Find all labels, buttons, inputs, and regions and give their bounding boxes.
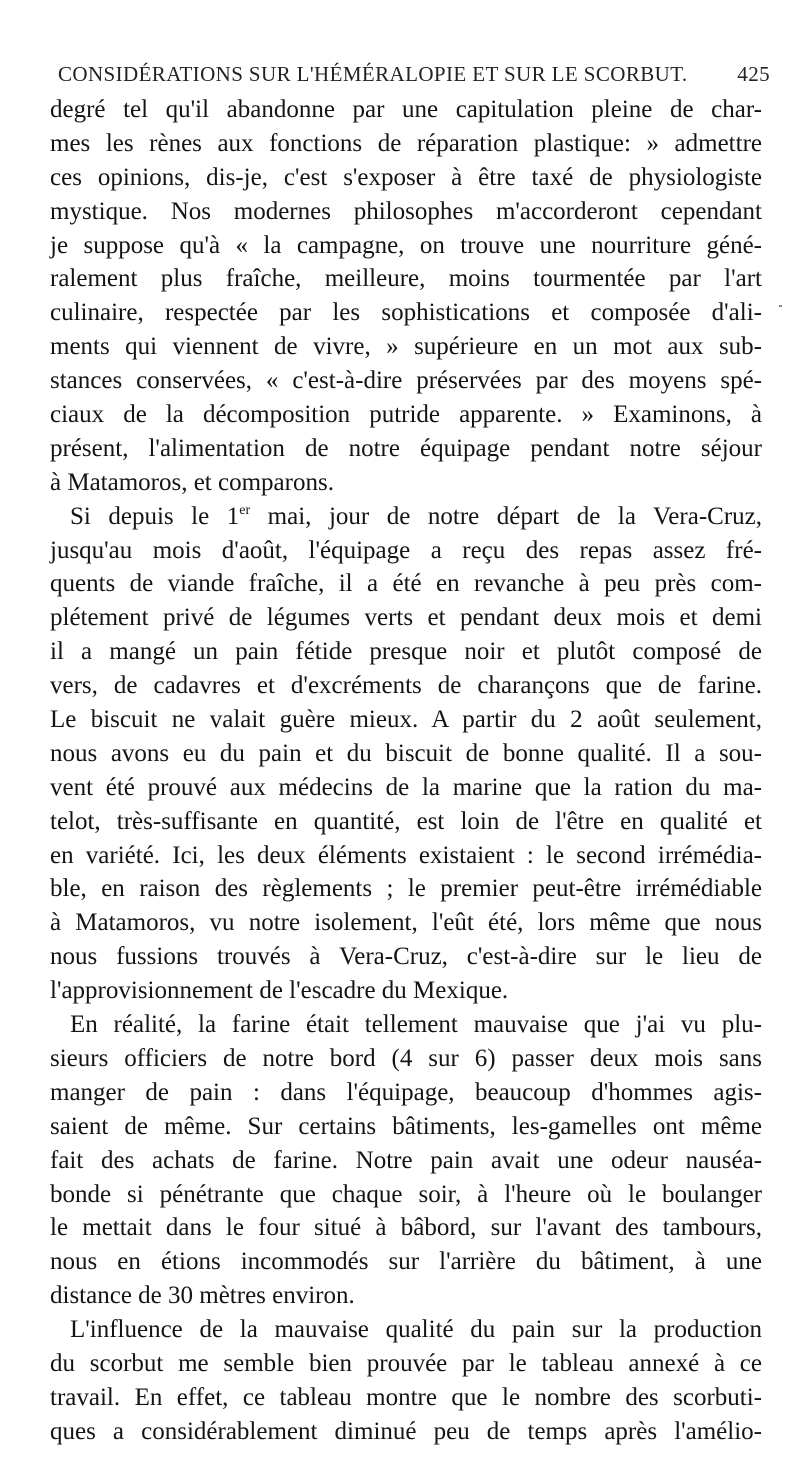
- text-line: présent, l'alimentation de notre équipage pendant notre séjour: [50, 434, 762, 462]
- text-line: quents de viande fraîche, il a été en revanche à peu près com-: [50, 570, 762, 598]
- text-line: l'approvisionnement de l'escadre du Mexique.: [50, 977, 509, 1005]
- text-line: travail. En effet, ce tableau montre que le nombre des scorbuti-: [50, 1383, 762, 1411]
- text-line: nous en étions incommodés sur l'arrière du bâtiment, à une: [50, 1248, 762, 1276]
- text-line: bonde si pénétrante que chaque soir, à l'heure où le boulanger: [50, 1180, 762, 1208]
- text-line: ciaux de la décomposition putride apparente. » Examinons, à: [50, 401, 762, 429]
- text-line: ques a considérablement diminué peu de temps après l'amélio-: [50, 1417, 762, 1445]
- text-fragment: Si depuis le 1: [70, 502, 240, 530]
- text-line: sieurs officiers de notre bord (4 sur 6) passer deux mois sans: [50, 1044, 762, 1072]
- text-line: ces opinions, dis-je, c'est s'exposer à être taxé de physiologiste: [50, 163, 762, 191]
- text-line: telot, très-suffisante en quantité, est loin de l'être en qualité et: [50, 807, 762, 835]
- text-line: ralement plus fraîche, meilleure, moins tourmentée par l'art: [50, 265, 762, 293]
- text-line: [50, 500, 762, 534]
- text-line: à Matamoros, vu notre isolement, l'eût été, lors même que nous: [50, 909, 762, 937]
- text-line: jusqu'au mois d'août, l'équipage a reçu des repas assez fré-: [50, 536, 762, 564]
- text-fragment: mai, jour de notre départ de la Vera-Cruz,: [250, 502, 762, 530]
- text-line: En réalité, la farine était tellement mauvaise que j'ai vu plu-: [70, 1011, 762, 1039]
- text-line: degré tel qu'il abandonne par une capitulation pleine de char-: [50, 96, 762, 123]
- text-line: mystique. Nos modernes philosophes m'accorderont cependant: [50, 197, 762, 225]
- margin-speck: [779, 305, 782, 307]
- text-line: il a mangé un pain fétide presque noir et plutôt composé de: [50, 638, 762, 666]
- page-number: 425: [737, 62, 770, 86]
- text-line: nous fussions trouvés à Vera-Cruz, c'est-à-dire sur le lieu de: [50, 943, 762, 971]
- text-line: distance de 30 mètres environ.: [50, 1282, 355, 1310]
- text-line: fait des achats de farine. Notre pain avait une odeur nauséa-: [50, 1146, 762, 1174]
- body-text: [50, 93, 762, 1449]
- text-line: Le biscuit ne valait guère mieux. A partir du 2 août seulement,: [50, 706, 762, 734]
- text-line: stances conservées, « c'est-à-dire préservées par des moyens spé-: [50, 367, 762, 395]
- text-line: L'influence de la mauvaise qualité du pain sur la production: [70, 1316, 762, 1344]
- running-header: [58, 62, 770, 92]
- superscript: er: [239, 502, 251, 518]
- header-title: CONSIDÉRATIONS SUR L'HÉMÉRALOPIE ET SUR LE SCORBUT.: [58, 62, 688, 86]
- text-line: je suppose qu'à « la campagne, on trouve une nourriture géné-: [50, 231, 762, 259]
- text-line: ble, en raison des règlements ; le premier peut-être irrémédiable: [50, 875, 762, 903]
- text-line: à Matamoros, et comparons.: [50, 468, 334, 496]
- text-line: culinaire, respectée par les sophistications et composée d'ali-: [50, 299, 762, 327]
- text-line: le mettait dans le four situé à bâbord, sur l'avant des tambours,: [50, 1214, 762, 1242]
- text-line: nous avons eu du pain et du biscuit de bonne qualité. Il a sou-: [50, 739, 762, 767]
- text-line: mes les rènes aux fonctions de réparation plastique: » admettre: [50, 129, 762, 157]
- text-line: vers, de cadavres et d'excréments de charançons que de farine.: [50, 672, 762, 700]
- text-line: vent été prouvé aux médecins de la marine que la ration du ma-: [50, 773, 762, 801]
- text-line: en variété. Ici, les deux éléments existaient : le second irrémédia-: [50, 841, 762, 869]
- text-line: du scorbut me semble bien prouvée par le tableau annexé à ce: [50, 1349, 762, 1377]
- text-line: ments qui viennent de vivre, » supérieure en un mot aux sub-: [50, 333, 762, 361]
- text-line: saient de même. Sur certains bâtiments, les-gamelles ont même: [50, 1112, 762, 1140]
- text-line: plétement privé de légumes verts et pendant deux mois et demi: [50, 604, 762, 632]
- text-line: manger de pain : dans l'équipage, beaucoup d'hommes agis-: [50, 1078, 762, 1106]
